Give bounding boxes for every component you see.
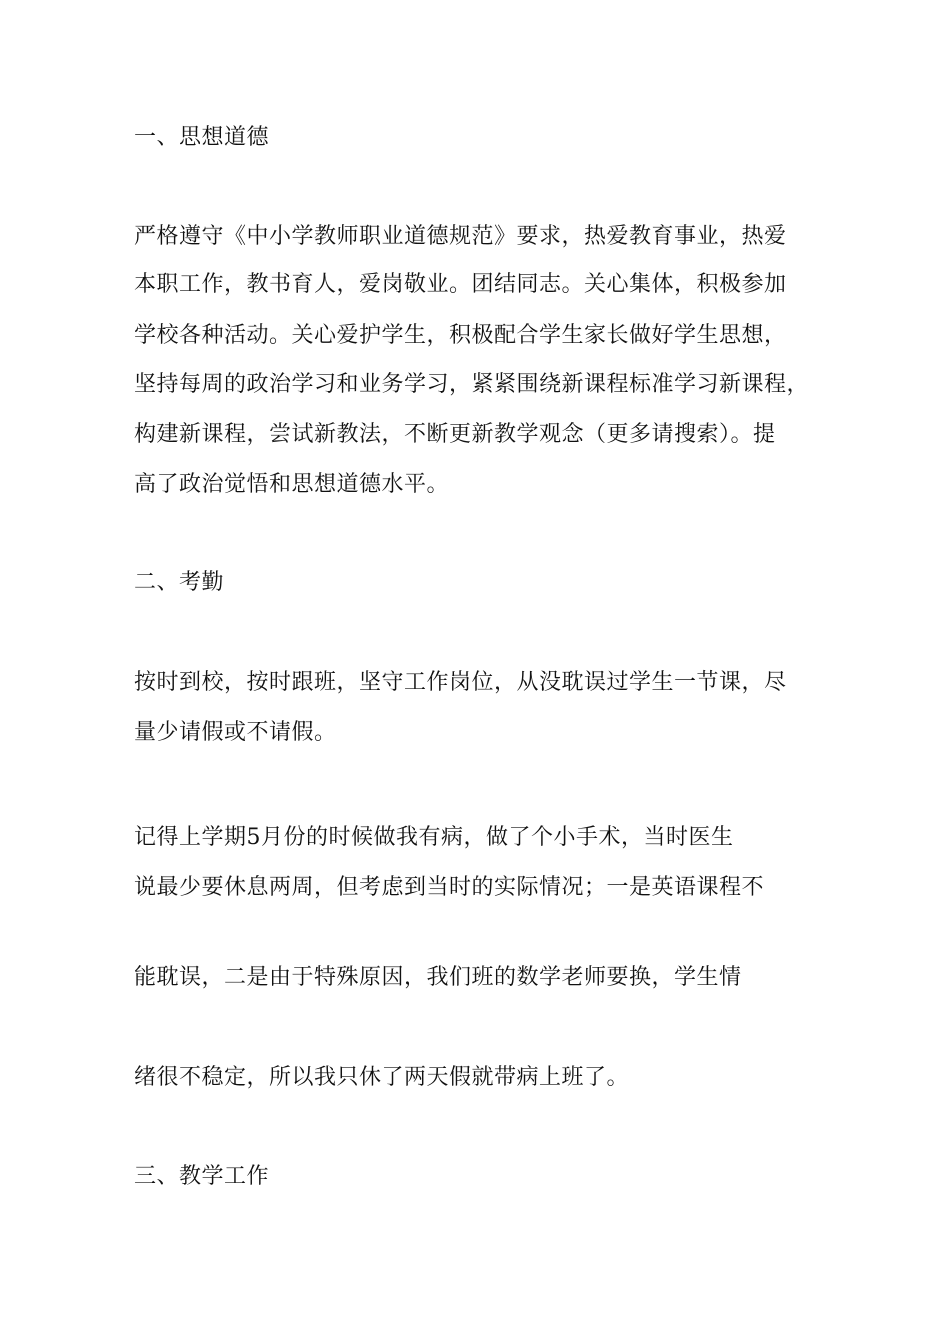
paragraph-line: 坚持每周的政治学习和业务学习，紧紧围绕新课程标准学习新课程， bbox=[134, 372, 810, 397]
paragraph-line: 绪很不稳定，所以我只休了两天假就带病上班了。 bbox=[134, 1065, 630, 1090]
section-heading-teaching: 三、教学工作 bbox=[134, 1164, 270, 1189]
paragraph-line: 高了政治觉悟和思想道德水平。 bbox=[134, 472, 450, 497]
paragraph-line: 量少请假或不请假。 bbox=[134, 720, 337, 745]
paragraph-line: 严格遵守《中小学教师职业道德规范》要求，热爱教育事业，热爱 bbox=[134, 224, 787, 249]
paragraph-line: 说最少要休息两周，但考虑到当时的实际情况；一是英语课程不 bbox=[134, 875, 765, 900]
paragraph-line: 按时到校，按时跟班，坚守工作岗位，从没耽误过学生一节课，尽 bbox=[134, 670, 787, 695]
section-heading-attendance: 二、考勤 bbox=[134, 570, 225, 595]
paragraph-line: 本职工作，教书育人，爱岗敬业。团结同志。关心集体，积极参加 bbox=[134, 272, 787, 297]
paragraph-line: 学校各种活动。关心爱护学生，积极配合学生家长做好学生思想， bbox=[134, 323, 787, 348]
paragraph-line: 记得上学期5月份的时候做我有病，做了个小手术，当时医生 bbox=[134, 825, 734, 850]
section-heading-ethics: 一、思想道德 bbox=[134, 125, 270, 150]
paragraph-line: 构建新课程，尝试新教法，不断更新教学观念（更多请搜索）。提 bbox=[134, 422, 776, 447]
paragraph-line: 能耽误，二是由于特殊原因，我们班的数学老师要换，学生情 bbox=[134, 965, 742, 990]
